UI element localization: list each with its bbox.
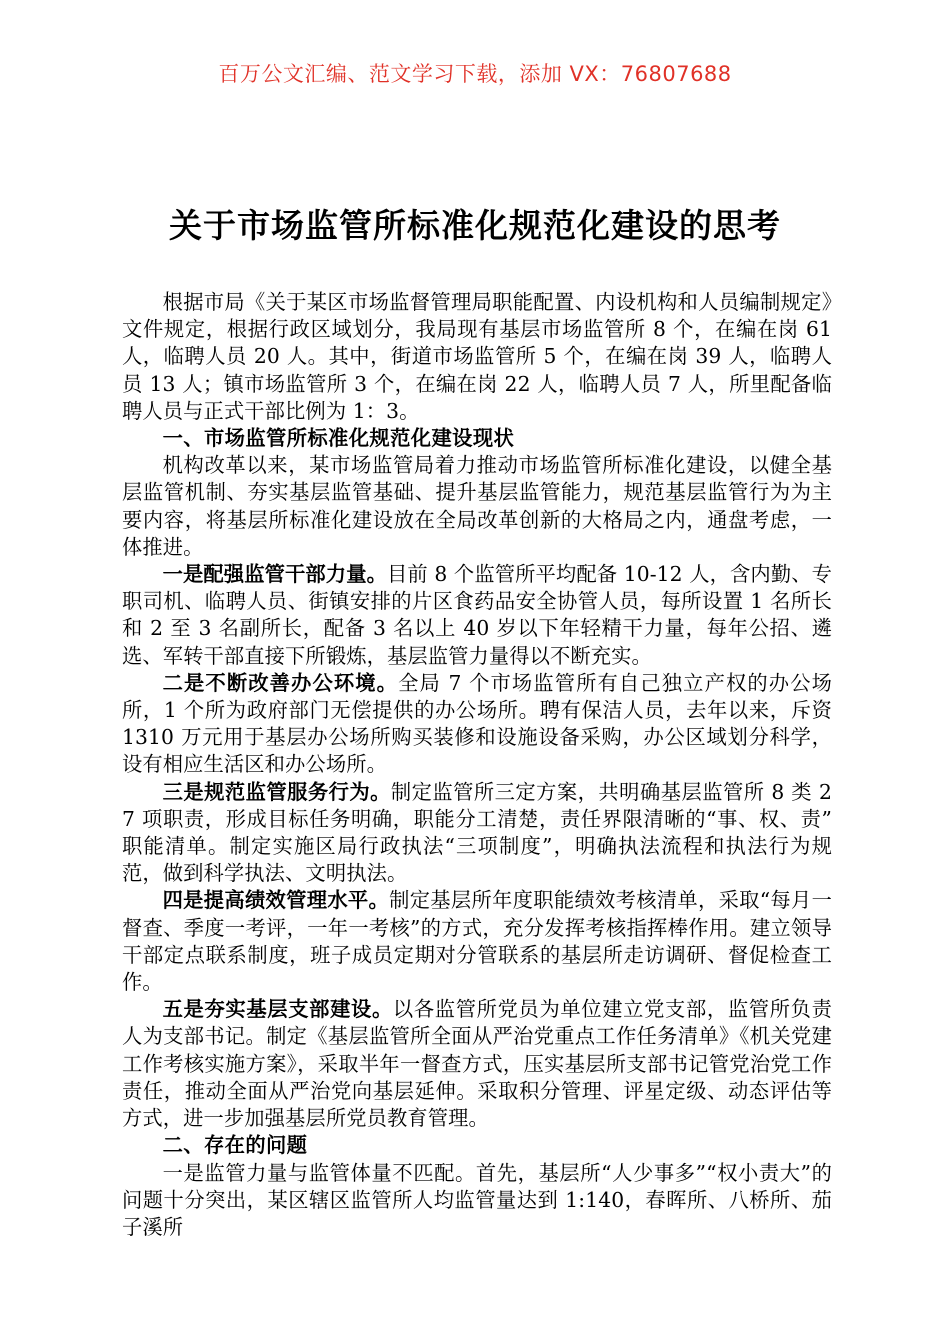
point-one (122, 561, 832, 670)
promo-banner-text: 百万公文汇编、范文学习下载，添加 VX：76807688 (218, 62, 732, 86)
point-five-lead: 五是夯实基层支部建设。 (162, 997, 393, 1022)
point-one-lead: 一是配强监管干部力量。 (162, 562, 387, 587)
point-three-text: 制定监管所三定方案，共明确基层监管所 8 类 27 项职责，形成目标任务明确，职能分工清楚，责任界限清晰的“事、权、责”职能清单。制定实施区局行政执法“三项制度”，明确执法流程和执法行为规范，做到科学执法、文明执法。 (122, 779, 832, 886)
point-three (122, 779, 832, 888)
point-one-text: 目前 8 个监管所平均配备 10-12 人，含内勤、专职司机、临聘人员、街镇安排的片区食药品安全协管人员，每所设置 1 名所长和 2 至 3 名副所长，配备 3 名以上 40 岁以下年轻精干力量，每年公招、遴选、军转干部直接下所锻炼，基层监管力量得以不断充实。 (122, 562, 833, 668)
point-two-text: 全局 7 个市场监管所有自己独立产权的办公场所，1 个所为政府部门无偿提供的办公场所。聘有保洁人员，去年以来，斥资 1310 万元用于基层办公场所购买装修和设施设备采购，办公区域划分科学，设有相应生活区和办公场所。 (122, 670, 832, 777)
page-title: 关于市场监管所标准化规范化建设的思考 (169, 206, 781, 246)
problem-one: 一是监管力量与监管体量不匹配。首先，基层所“人少事多”“权小责大”的问题十分突出，某区辖区监管所人均监管量达到 1:140，春晖所、八桥所、茄子溪所 (122, 1160, 832, 1239)
point-two (122, 670, 832, 779)
document-body (122, 289, 832, 1241)
intro-paragraph: 根据市局《关于某区市场监督管理局职能配置、内设机构和人员编制规定》文件规定，根据行政区域划分，我局现有基层市场监管所 8 个，在编在岗 61 人，临聘人员 20 人。其中，街道市场监管所 5 个，在编在岗 39 人，临聘人员 13 人；镇市场监管所 3 个，在编在岗 22 人，临聘人员 7 人，所里配备临聘人员与正式干部比例为 1：3。 (122, 290, 832, 423)
point-five (122, 996, 832, 1132)
section-one-intro: 机构改革以来，某市场监管局着力推动市场监管所标准化建设，以健全基层监管机制、夯实基层监管基础、提升基层监管能力，规范基层监管行为为主要内容，将基层所标准化建设放在全局改革创新的大格局之内，通盘考虑，一体推进。 (122, 453, 832, 559)
point-five-text: 以各监管所党员为单位建立党支部，监管所负责人为支部书记。制定《基层监管所全面从严治党重点工作任务清单》《机关党建工作考核实施方案》，采取半年一督查方式，压实基层所支部书记管党治党工作责任，推动全面从严治党向基层延伸。采取积分管理、评星定级、动态评估等方式，进一步加强基层所党员教育管理。 (122, 997, 832, 1131)
section-heading-two: 二、存在的问题 (162, 1133, 308, 1158)
section-heading-one: 一、市场监管所标准化规范化建设现状 (162, 426, 515, 451)
point-four (122, 887, 832, 996)
point-four-text: 制定基层所年度职能绩效考核清单，采取“每月一督查、季度一考评，一年一考核”的方式，充分发挥考核指挥棒作用。建立领导干部定点联系制度，班子成员定期对分管联系的基层所走访调研、督促检查工作。 (122, 888, 832, 995)
point-two-lead: 二是不断改善办公环境。 (162, 670, 399, 695)
point-four-lead: 四是提高绩效管理水平。 (162, 888, 390, 913)
point-three-lead: 三是规范监管服务行为。 (162, 779, 391, 804)
